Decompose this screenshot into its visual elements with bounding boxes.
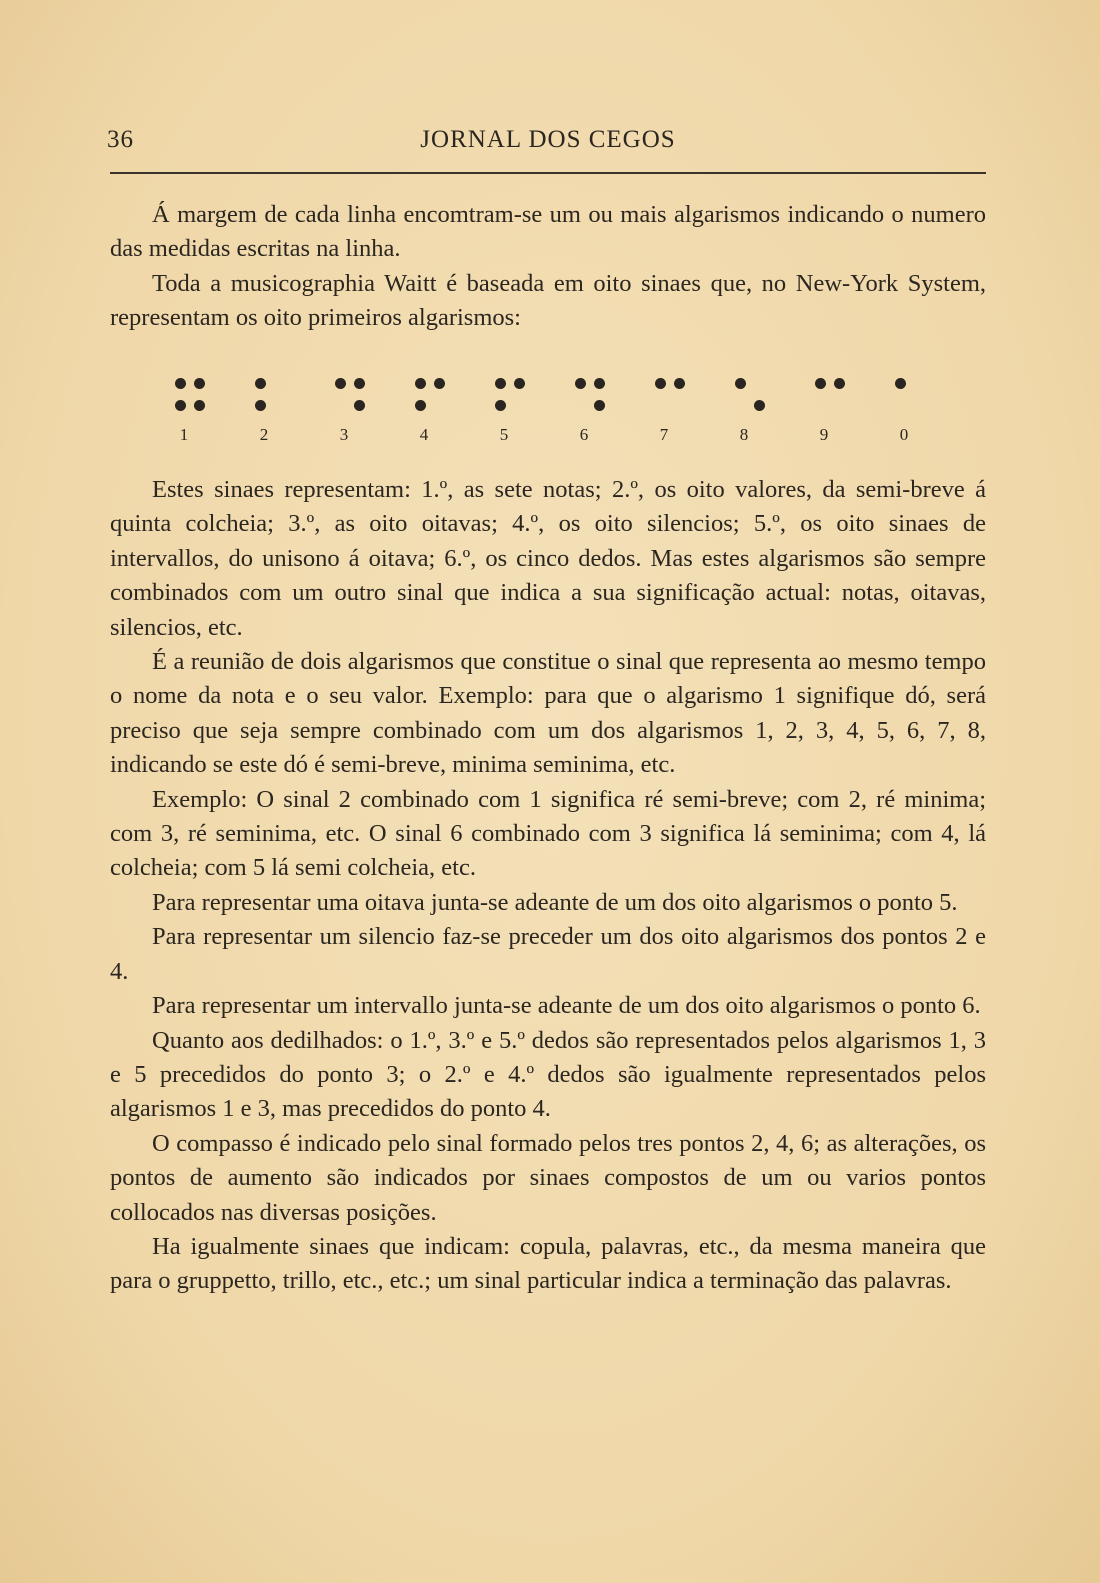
paragraph: Para representar uma oitava junta-se adeante de um dos oito algarismos o ponto 5. xyxy=(152,888,958,916)
paragraph: Quanto aos dedilhados: o 1.º, 3.º e 5.º dedos são representados pelos algarismos 1, 3 e 5 precedidos do ponto 3; o 2.º e 4.º dedos são igualmente representados pelos algarismos 1 e 3, mas precedidos do ponto 4. xyxy=(110,1026,986,1123)
braille-cell xyxy=(890,370,930,450)
intro-text xyxy=(110,198,986,336)
paragraph: Exemplo: O sinal 2 combinado com 1 significa ré semi-breve; com 2, ré minima; com 3, ré seminima, etc. O sinal 6 combinado com 3 significa lá seminima; com 4, lá colcheia; com 5 lá semi colcheia, etc. xyxy=(110,785,986,882)
braille-cell xyxy=(490,370,530,450)
paragraph: Para representar um intervallo junta-se adeante de um dos oito algarismos o ponto 6. xyxy=(152,992,981,1020)
page-header xyxy=(107,126,986,158)
braille-dot xyxy=(335,378,346,389)
braille-dot xyxy=(194,378,205,389)
braille-cell xyxy=(570,370,610,450)
braille-digit-label: 7 xyxy=(659,425,669,444)
braille-dot xyxy=(255,378,266,389)
braille-dot xyxy=(194,400,205,411)
braille-dot xyxy=(354,400,365,411)
page-number: 36 xyxy=(107,126,134,153)
braille-dot xyxy=(495,378,506,389)
braille-cell xyxy=(730,370,770,450)
paragraph: Toda a musicographia Waitt é baseada em oito sinaes que, no New-York System, representam os oito primeiros algarismos: xyxy=(110,269,986,332)
braille-cell xyxy=(410,370,450,450)
running-title: JORNAL DOS CEGOS xyxy=(420,126,676,153)
braille-dot xyxy=(735,378,746,389)
braille-dot xyxy=(495,400,506,411)
braille-digit-label: 5 xyxy=(499,425,509,444)
braille-digit-label: 9 xyxy=(819,425,829,444)
braille-dot xyxy=(354,378,365,389)
braille-dot xyxy=(594,378,605,389)
braille-dot xyxy=(175,400,186,411)
braille-dot xyxy=(514,378,525,389)
braille-dot xyxy=(655,378,666,389)
braille-figure xyxy=(170,370,910,452)
paragraph: O compasso é indicado pelo sinal formado pelos tres pontos 2, 4, 6; as alterações, os pontos de aumento são indicados por sinaes compostos de um ou varios pontos collocados nas diversas posições. xyxy=(110,1129,986,1226)
braille-dot xyxy=(895,378,906,389)
braille-dot xyxy=(815,378,826,389)
braille-dot xyxy=(255,400,266,411)
braille-dot xyxy=(415,400,426,411)
braille-digit-label: 2 xyxy=(259,425,269,444)
braille-dot xyxy=(594,400,605,411)
braille-digit-label: 6 xyxy=(579,425,589,444)
braille-digit-label: 4 xyxy=(419,425,429,444)
braille-cell xyxy=(650,370,690,450)
braille-dot xyxy=(674,378,685,389)
braille-dot xyxy=(415,378,426,389)
braille-cell xyxy=(810,370,850,450)
braille-digit-label: 1 xyxy=(179,425,189,444)
braille-dot xyxy=(175,378,186,389)
braille-digit-label: 8 xyxy=(739,425,749,444)
header-rule xyxy=(110,172,986,174)
paragraph: Á margem de cada linha encomtram-se um ou mais algarismos indicando o numero das medidas escritas na linha. xyxy=(110,201,986,263)
paragraph: É a reunião de dois algarismos que constitue o sinal que representa ao mesmo tempo o nome da nota e o seu valor. Exemplo: para que o algarismo 1 signifique dó, será preciso que seja sempre combinado com um dos algarismos 1, 2, 3, 4, 5, 6, 7, 8, indicando se este dó é semi-breve, minima seminima, etc. xyxy=(110,648,986,779)
braille-dot xyxy=(575,378,586,389)
braille-digit-label: 0 xyxy=(899,425,909,444)
paragraph: Estes sinaes representam: 1.º, as sete notas; 2.º, os oito valores, da semi-breve á quinta colcheia; 3.º, as oito oitavas; 4.º, os oito silencios; 5.º, os oito sinaes de intervallos, do unisono á oitava; 6.º, os cinco dedos. Mas estes algarismos são sempre combinados com um outro sinal que indica a sua significação actual: notas, oitavas, silencios, etc. xyxy=(110,476,986,641)
paragraph: Ha igualmente sinaes que indicam: copula, palavras, etc., da mesma maneira que para o gruppetto, trillo, etc., etc.; um sinal particular indica a terminação das palavras. xyxy=(110,1232,986,1295)
braille-cell xyxy=(170,370,210,450)
braille-cell xyxy=(330,370,370,450)
braille-cell xyxy=(250,370,290,450)
braille-dot xyxy=(834,378,845,389)
paragraph: Para representar um silencio faz-se preceder um dos oito algarismos dos pontos 2 e 4. xyxy=(110,923,986,985)
braille-dot xyxy=(434,378,445,389)
body-text xyxy=(110,473,986,1299)
braille-dot xyxy=(754,400,765,411)
braille-digit-label: 3 xyxy=(339,425,349,444)
